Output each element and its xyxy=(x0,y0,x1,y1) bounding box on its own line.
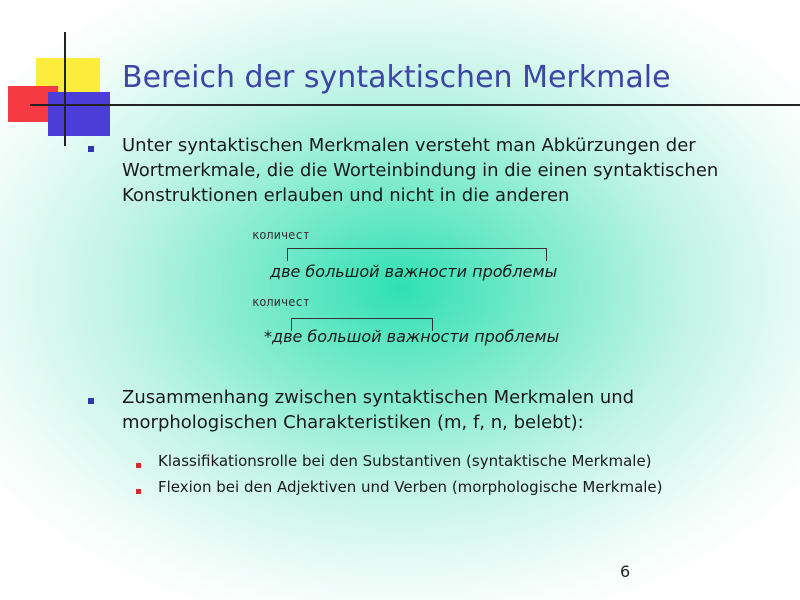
example-phrase: *две большой важности проблемы xyxy=(264,327,560,346)
page-number: 6 xyxy=(620,562,631,581)
dependency-bracket xyxy=(287,248,547,261)
subbullet-text: Flexion bei den Adjektiven und Verben (morphologische Merkmale) xyxy=(158,478,663,496)
example-label: количест xyxy=(252,295,310,309)
subbullet-square-icon xyxy=(136,463,141,468)
bullet-square-icon xyxy=(88,398,94,404)
subbullet-square-icon xyxy=(136,489,141,494)
bullet-text: Unter syntaktischen Merkmalen versteht man Abkürzungen der Wortmerkmale, die die Worteinbindung in die einen syntaktischen Konstruktionen erlauben und nicht in die anderen xyxy=(122,135,719,206)
slide-title: Bereich der syntaktischen Merkmale xyxy=(122,60,671,95)
title-underline xyxy=(30,104,800,106)
logo-vertical-line xyxy=(64,32,66,146)
bullet-text: Zusammenhang zwischen syntaktischen Merkmalen und morphologischen Charakteristiken (m, f, n, belebt): xyxy=(122,387,635,433)
subbullet-text: Klassifikationsrolle bei den Substantiven (syntaktische Merkmale) xyxy=(158,452,652,470)
logo-blue-square xyxy=(48,92,110,136)
example-label: количест xyxy=(252,228,310,242)
bullet-square-icon xyxy=(88,146,94,152)
example-phrase: две большой важности проблемы xyxy=(270,262,558,281)
